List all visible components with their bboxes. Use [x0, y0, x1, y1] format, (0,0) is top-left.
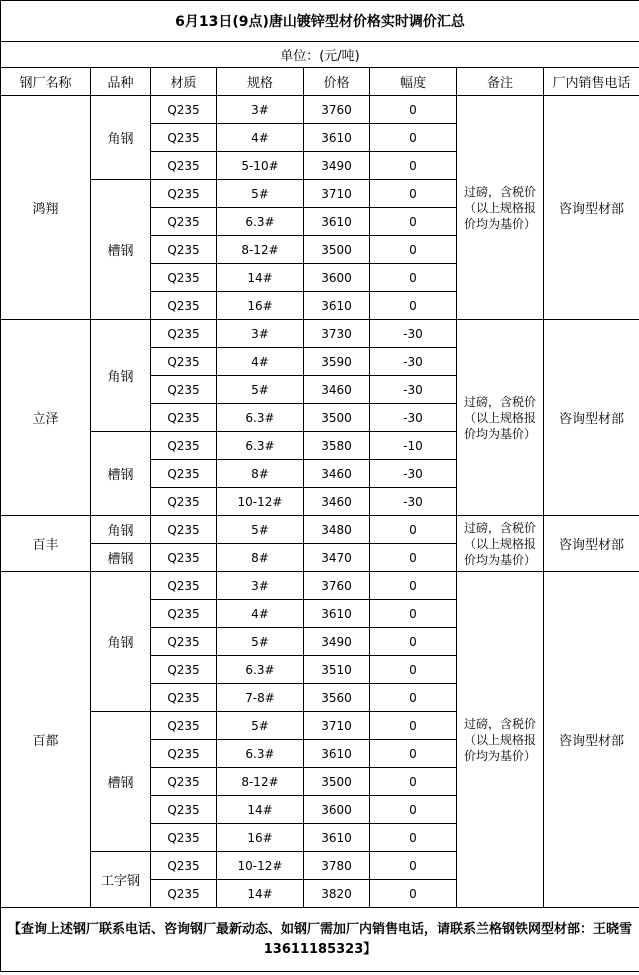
factory-name: 百丰 [1, 516, 91, 572]
spec-cell: 6.3# [217, 740, 304, 768]
material-cell: Q235 [151, 684, 217, 712]
price-cell: 3460 [304, 376, 370, 404]
material-cell: Q235 [151, 124, 217, 152]
spec-cell: 5# [217, 712, 304, 740]
spec-cell: 4# [217, 600, 304, 628]
remark-cell [457, 96, 544, 320]
sales-contact-cell: 咨询型材部 [544, 516, 639, 572]
spec-cell: 5-10# [217, 152, 304, 180]
change-cell: 0 [370, 516, 457, 544]
change-cell: -30 [370, 488, 457, 516]
spec-cell: 5# [217, 628, 304, 656]
price-cell: 3460 [304, 460, 370, 488]
change-cell: 0 [370, 292, 457, 320]
remark-line: 价均为基价） [463, 216, 536, 231]
price-cell: 3480 [304, 516, 370, 544]
spec-cell: 8-12# [217, 768, 304, 796]
spec-cell: 5# [217, 180, 304, 208]
variety-name: 角钢 [91, 516, 151, 544]
change-cell: -10 [370, 432, 457, 460]
material-cell: Q235 [151, 880, 217, 908]
header-contact: 厂内销售电话 [544, 68, 639, 96]
material-cell: Q235 [151, 488, 217, 516]
material-cell: Q235 [151, 264, 217, 292]
change-cell: 0 [370, 740, 457, 768]
material-cell: Q235 [151, 96, 217, 124]
spec-cell: 4# [217, 348, 304, 376]
price-cell: 3590 [304, 348, 370, 376]
sales-contact-cell: 咨询型材部 [544, 572, 639, 908]
spec-cell: 10-12# [217, 488, 304, 516]
factory-name: 立泽 [1, 320, 91, 516]
header-change: 幅度 [370, 68, 457, 96]
spec-cell: 6.3# [217, 432, 304, 460]
price-cell: 3710 [304, 180, 370, 208]
change-cell: 0 [370, 824, 457, 852]
change-cell: 0 [370, 124, 457, 152]
price-cell: 3600 [304, 796, 370, 824]
change-cell: 0 [370, 880, 457, 908]
table-row [1, 96, 639, 124]
price-cell: 3500 [304, 768, 370, 796]
material-cell: Q235 [151, 404, 217, 432]
remark-cell [457, 320, 544, 516]
material-cell: Q235 [151, 236, 217, 264]
change-cell: 0 [370, 96, 457, 124]
header-note: 备注 [457, 68, 544, 96]
title-row [1, 1, 639, 42]
change-cell: 0 [370, 796, 457, 824]
change-cell: 0 [370, 656, 457, 684]
material-cell: Q235 [151, 544, 217, 572]
material-cell: Q235 [151, 740, 217, 768]
material-cell: Q235 [151, 292, 217, 320]
spec-cell: 4# [217, 124, 304, 152]
remark-line: （以上规格报 [463, 732, 536, 747]
remark-line: 价均为基价） [463, 748, 536, 763]
price-cell: 3730 [304, 320, 370, 348]
header-variety: 品种 [91, 68, 151, 96]
material-cell: Q235 [151, 348, 217, 376]
price-cell: 3490 [304, 628, 370, 656]
remark-line: 价均为基价） [463, 426, 536, 441]
spec-cell: 3# [217, 572, 304, 600]
factory-name: 鸿翔 [1, 96, 91, 320]
spec-cell: 6.3# [217, 208, 304, 236]
change-cell: 0 [370, 152, 457, 180]
price-cell: 3490 [304, 152, 370, 180]
remark-line: 过磅，含税价 [463, 520, 536, 535]
remark-line: 过磅，含税价 [463, 716, 536, 731]
change-cell: 0 [370, 264, 457, 292]
change-cell: 0 [370, 768, 457, 796]
remark-line: 价均为基价） [463, 552, 536, 567]
spec-cell: 5# [217, 516, 304, 544]
material-cell: Q235 [151, 852, 217, 880]
price-cell: 3610 [304, 600, 370, 628]
price-cell: 3610 [304, 124, 370, 152]
price-cell: 3500 [304, 404, 370, 432]
price-cell: 3760 [304, 572, 370, 600]
unit-row [1, 42, 639, 68]
factory-name: 百都 [1, 572, 91, 908]
material-cell: Q235 [151, 320, 217, 348]
variety-name: 槽钢 [91, 544, 151, 572]
change-cell: -30 [370, 460, 457, 488]
header-factory: 钢厂名称 [1, 68, 91, 96]
change-cell: 0 [370, 852, 457, 880]
material-cell: Q235 [151, 376, 217, 404]
spec-cell: 16# [217, 292, 304, 320]
page-title: 6月13日(9点)唐山镀锌型材价格实时调价汇总 [1, 1, 639, 42]
spec-cell: 8-12# [217, 236, 304, 264]
spec-cell: 14# [217, 796, 304, 824]
material-cell: Q235 [151, 600, 217, 628]
footer-contact-info: 【查询上述钢厂联系电话、咨询钢厂最新动态、如钢厂需加厂内销售电话，请联系兰格钢铁网型材部：王晓雪13611185323】 [1, 908, 639, 972]
change-cell: 0 [370, 180, 457, 208]
header-row [1, 68, 639, 96]
spec-cell: 8# [217, 544, 304, 572]
price-cell: 3610 [304, 824, 370, 852]
sales-contact-cell: 咨询型材部 [544, 96, 639, 320]
material-cell: Q235 [151, 208, 217, 236]
spec-cell: 14# [217, 264, 304, 292]
price-cell: 3760 [304, 96, 370, 124]
header-material: 材质 [151, 68, 217, 96]
price-cell: 3510 [304, 656, 370, 684]
change-cell: -30 [370, 348, 457, 376]
price-cell: 3500 [304, 236, 370, 264]
spec-cell: 3# [217, 96, 304, 124]
change-cell: -30 [370, 404, 457, 432]
footer-row [1, 908, 639, 972]
variety-name: 槽钢 [91, 432, 151, 516]
change-cell: 0 [370, 684, 457, 712]
material-cell: Q235 [151, 768, 217, 796]
spec-cell: 10-12# [217, 852, 304, 880]
price-cell: 3780 [304, 852, 370, 880]
change-cell: 0 [370, 572, 457, 600]
header-price: 价格 [304, 68, 370, 96]
material-cell: Q235 [151, 628, 217, 656]
spec-cell: 14# [217, 880, 304, 908]
spec-cell: 6.3# [217, 656, 304, 684]
spec-cell: 3# [217, 320, 304, 348]
variety-name: 角钢 [91, 320, 151, 432]
price-cell: 3610 [304, 292, 370, 320]
price-cell: 3470 [304, 544, 370, 572]
spec-cell: 7-8# [217, 684, 304, 712]
header-spec: 规格 [217, 68, 304, 96]
spec-cell: 5# [217, 376, 304, 404]
variety-name: 角钢 [91, 572, 151, 712]
variety-name: 工字钢 [91, 852, 151, 908]
remark-line: （以上规格报 [463, 410, 536, 425]
price-cell: 3820 [304, 880, 370, 908]
change-cell: 0 [370, 208, 457, 236]
spec-cell: 16# [217, 824, 304, 852]
unit-label: 单位：(元/吨) [1, 42, 639, 68]
remark-line: （以上规格报 [463, 200, 536, 215]
price-cell: 3600 [304, 264, 370, 292]
material-cell: Q235 [151, 712, 217, 740]
material-cell: Q235 [151, 180, 217, 208]
material-cell: Q235 [151, 152, 217, 180]
material-cell: Q235 [151, 656, 217, 684]
sales-contact-cell: 咨询型材部 [544, 320, 639, 516]
change-cell: 0 [370, 712, 457, 740]
material-cell: Q235 [151, 572, 217, 600]
remark-line: 过磅，含税价 [463, 184, 536, 199]
price-cell: 3460 [304, 488, 370, 516]
table-row [1, 516, 639, 544]
spec-cell: 8# [217, 460, 304, 488]
material-cell: Q235 [151, 516, 217, 544]
change-cell: 0 [370, 628, 457, 656]
change-cell: 0 [370, 236, 457, 264]
material-cell: Q235 [151, 432, 217, 460]
material-cell: Q235 [151, 824, 217, 852]
price-cell: 3560 [304, 684, 370, 712]
variety-name: 槽钢 [91, 180, 151, 320]
price-cell: 3710 [304, 712, 370, 740]
remark-line: 过磅，含税价 [463, 394, 536, 409]
change-cell: 0 [370, 544, 457, 572]
price-cell: 3610 [304, 208, 370, 236]
material-cell: Q235 [151, 460, 217, 488]
variety-name: 槽钢 [91, 712, 151, 852]
material-cell: Q235 [151, 796, 217, 824]
variety-name: 角钢 [91, 96, 151, 180]
remark-line: （以上规格报 [463, 536, 536, 551]
price-cell: 3610 [304, 740, 370, 768]
table-row [1, 572, 639, 600]
remark-cell [457, 572, 544, 908]
change-cell: -30 [370, 376, 457, 404]
price-cell: 3580 [304, 432, 370, 460]
table-row [1, 320, 639, 348]
spec-cell: 6.3# [217, 404, 304, 432]
remark-cell [457, 516, 544, 572]
change-cell: 0 [370, 600, 457, 628]
change-cell: -30 [370, 320, 457, 348]
